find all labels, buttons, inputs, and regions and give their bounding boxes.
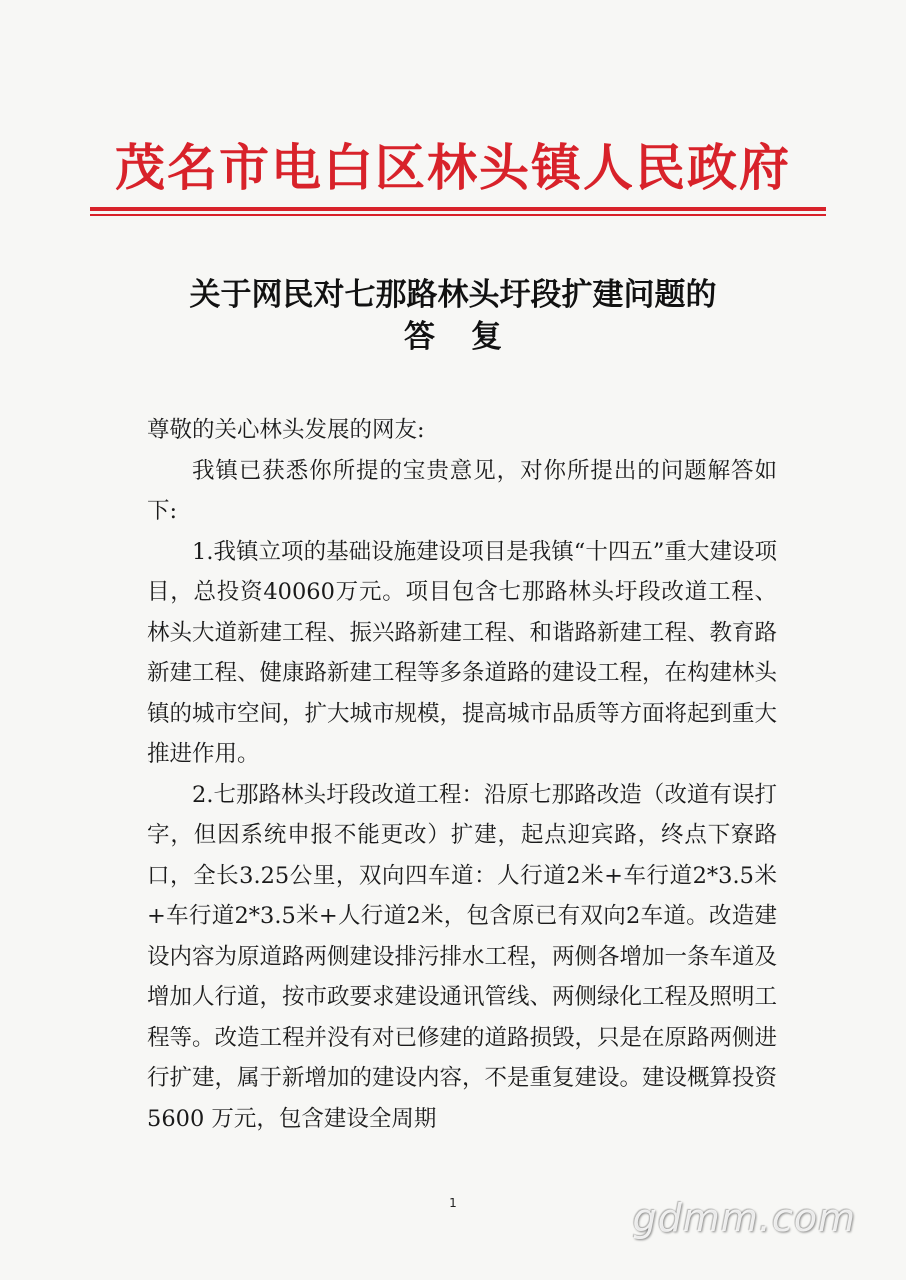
page-number: 1 — [449, 1196, 457, 1210]
paragraph-intro: 我镇已获悉你所提的宝贵意见，对你所提出的问题解答如下: — [147, 457, 777, 524]
issuing-authority-header: 茂名市电白区林头镇人民政府 — [115, 138, 791, 197]
greeting: 尊敬的关心林头发展的网友: — [147, 417, 425, 443]
title-line-2: 答复 — [404, 319, 538, 355]
site-watermark: gdmm.com — [632, 1196, 856, 1240]
title-line-1: 关于网民对七那路林头圩段扩建问题的 — [189, 277, 717, 313]
header-red-rule-thick — [90, 207, 826, 211]
paragraph-item-2: 2.七那路林头圩段改道工程：沿原七那路改造（改道有误打字，但因系统申报不能更改）扩建，起点迎宾路，终点下寮路口，全长3.25公里，双向四车道：人行道2米+车行道2*3.5米+车行道2*3.5米+人行道2米，包含原已有双向2车道。改造建设内容为原道路两侧建设排污排水工程，两侧各增加一条车道及增加人行道，按市政要求建设通讯管线、两侧绿化工程及照明工程等。改造工程并没有对已修建的道路损毁，只是在原路两侧进行扩建，属于新增加的建设内容，不是重复建设。建设概算投资 5600 万元，包含建设全周期 — [147, 781, 778, 1132]
document-title — [0, 274, 906, 358]
paragraph-item-1: 1.我镇立项的基础设施建设项目是我镇“十四五”重大建设项目，总投资40060万元。项目包含七那路林头圩段改道工程、林头大道新建工程、振兴路新建工程、和谐路新建工程、教育路新建工程、健康路新建工程等多条道路的建设工程，在构建林头镇的城市空间，扩大城市规模，提高城市品质等方面将起到重大推进作用。 — [147, 538, 778, 767]
header-red-rule-thin — [90, 214, 826, 216]
document-body — [147, 410, 777, 1139]
